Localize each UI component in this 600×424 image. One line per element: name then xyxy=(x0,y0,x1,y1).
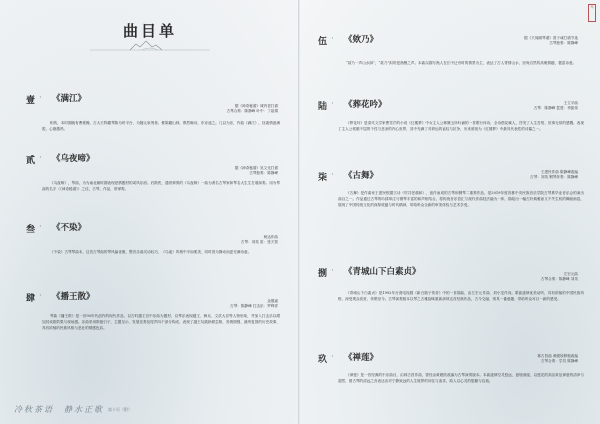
credit-line: 古琴：陈静峰 琵琶：李振伟 xyxy=(533,106,578,110)
dot-separator: · xyxy=(331,266,334,276)
credit-line: 古琴独奏：陈静峰 xyxy=(249,171,278,175)
dot-separator: · xyxy=(331,34,334,44)
item-number: 叁 xyxy=(26,225,36,235)
item-title: 《播王散》 xyxy=(52,292,95,302)
item-number: 贰 xyxy=(26,156,36,166)
item-title: 《葬花吟》 xyxy=(344,100,387,110)
item-title: 《欸乃》 xyxy=(344,35,379,45)
item-description: 《不染》古琴琴曲本，这首古琴曲的琴风偏优雅，整首乐曲灵动轻巧，《乌夜》风格中平而柔美，同时因为静动而更充满诗意。 xyxy=(50,250,252,254)
item-description: 琴曲《播王散》是一首90年代创作的现代作品，以古时越王宫中乐曲为题材，以琴乐表现越王、骑兵、文武大臣等人物形象，并加入打击乐以增加其戏剧效果与现场感。乐曲采用散板引子、主题呈示、发展变奏及尾声四个部分构成，表现了越王勾践卧薪尝胆、发愤图强、最终复国的历史故事，具有浓郁的民族风格与悲壮的情感色彩。 xyxy=(42,314,280,331)
footer-text: 冷秋茶语 静水正歌 xyxy=(14,405,104,414)
dot-separator: · xyxy=(331,99,334,109)
item-number: 伍 xyxy=(318,37,328,47)
item-description: 《青城山下白素贞》是1992年台湾电视剧《新白娘子传奇》中的一首插曲，由左宏元作曲、刘小龙作词。歌曲旋律优美动听，具有浓郁的中国民族风格，深受观众喜爱，传唱至今。古琴演奏版本以琴之古雅韵味重新演绎这首经典作品，古今交融，别具一番意趣，带给听众耳目一新的感受。 xyxy=(338,291,584,302)
credit-line: 古琴合奏：陈静峰 刘英 xyxy=(540,277,578,281)
item-description: “款乃一声山水绿”，“款乃”拟的是渔樵之声。本曲以描写渔人在江中泛舟时的情景为主，表达了古人寄情山水，崇尚自然的高雅情趣，极富诗意。 xyxy=(346,61,577,65)
item-description: 《葬花吟》是清代文学家曹雪芹的小说《红楼梦》中女主人公林黛玉所吟诵的一首歌行体诗，全诗借花喻人，抒发了人生苦短、世事无常的感慨，表现了主人公孤傲不屈的个性与悲凉的内心世界，其中充满了对命运的哀叹与抗争，历来被视为《红楼梦》中最具代表性的诗篇之一。 xyxy=(338,121,584,132)
program-item xyxy=(300,0,600,424)
credit-line: 古琴：陈静峰 打击乐：罗利祥 xyxy=(230,304,278,308)
item-title: 《满江》 xyxy=(52,94,87,104)
item-number: 柒 xyxy=(318,173,328,183)
item-number: 玖 xyxy=(318,355,328,365)
credit-line: 柯达作曲 xyxy=(263,235,278,239)
credit-line: 古琴：刘英 笛：张天智 xyxy=(240,240,278,244)
item-description: 《禅莲》是一首经典的中乐曲目，由林古昌作曲，曾经由黄媛欣改编为古琴演奏版本。本曲旋律空灵悠远，意境深邃，以莲花的高洁象征禅意的清净与超然，借古琴的清远之音表达出对宁静致远的人生境界的向往与追求，给人以心灵的慰藉与启迪。 xyxy=(338,373,584,384)
dot-separator: · xyxy=(331,352,334,362)
credit-line: 古琴合奏：学员 陈静峰 xyxy=(540,359,578,363)
credit-line: 左宏元曲 xyxy=(563,272,578,276)
item-description: 相传，本时期就有曹豪操，古大夫阵藏琴陈为时平台，为随元泉绣者。惟陈藏山林，惧然畅诗，东亦遥之。几以为乐，作曲《满江》，抚素情意满腔，心绪激昂。 xyxy=(42,121,280,132)
item-credits xyxy=(537,354,578,364)
dot-separator: · xyxy=(39,291,42,301)
dot-separator: · xyxy=(39,222,42,232)
item-title: 《古舞》 xyxy=(344,171,379,181)
right-page xyxy=(300,0,600,424)
page-number: 第十页（附） xyxy=(108,407,132,412)
credit-line: 据《天闻阁琴谱》曾子诚打谱节选 xyxy=(524,36,578,40)
credit-line: 林古昌曲 黄媛欣移植改编 xyxy=(537,354,578,358)
item-description: 《乌夜啼》，琴曲，为为南北朝时期表现爱情题材的或风乐府。后散佚，通常弹奏的《乌夜啼》一曲为著名古琴家和琴名大生生打谱演奏。用为琴曲的名字（《神奇秘谱》）之佳，古琴，作品，常弹奏。 xyxy=(42,181,280,192)
credit-line: 古琴：刘英 钢琴伴奏：陈静峰 xyxy=(530,175,578,179)
footer-tagline xyxy=(14,404,132,415)
credit-line: 王建民作曲 陈静峰改编 xyxy=(540,170,578,174)
item-title: 《乌夜啼》 xyxy=(52,154,95,164)
program-title: 曲目单 xyxy=(122,22,177,40)
credit-line: 王立平曲 xyxy=(563,101,578,105)
dot-separator: · xyxy=(39,93,42,103)
dot-separator: · xyxy=(39,153,42,163)
item-description: 《古舞》是作曲家王建民根据古诗《村井老翁和》，创作而成的古琴和钢琴二重奏作品，是2019年度首都中央民族音乐学院古琴系毕业音乐会的演出曲目之一。作品通过古琴的吟猱绰注与钢琴丰富的和声相结合，将传统音乐语汇与现代作曲技法融为一体，描绘出一幅古朴典雅而又不失生机的舞蹈画卷，展现了中国传统文化的深厚底蕴与时代精神，带给听众全新的审美体验与艺术享受。 xyxy=(338,191,584,208)
red-seal-stamp: 琴 xyxy=(588,4,596,22)
credit-line: 古琴独奏：陈静峰 xyxy=(549,41,578,45)
item-number: 壹 xyxy=(26,96,36,106)
credit-line: 古琴合奏：陈静峰 叶中：丁祖娟 xyxy=(226,109,278,113)
item-credits xyxy=(230,299,278,309)
credit-line: 金德遥 xyxy=(267,299,278,303)
item-number: 捌 xyxy=(318,269,328,279)
dot-separator: · xyxy=(331,170,334,180)
item-number: 陆 xyxy=(318,102,328,112)
item-number: 肆 xyxy=(26,294,36,304)
item-title: 《禅莲》 xyxy=(344,353,379,363)
item-title: 《不染》 xyxy=(52,223,87,233)
credit-line: 据《神奇秘谱》吴文光打谱 xyxy=(234,166,278,170)
item-title: 《青城山下白素贞》 xyxy=(344,267,421,277)
credit-line: 据《神奇秘谱》城内老打谱 xyxy=(234,104,278,108)
